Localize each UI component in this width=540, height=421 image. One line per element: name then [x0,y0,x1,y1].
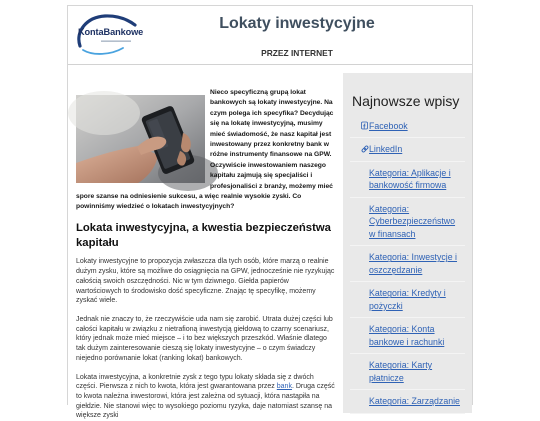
sidebar-link-label[interactable]: LinkedIn [369,144,402,154]
hand-holding-smartphone-photo [76,95,205,183]
sidebar [343,73,472,413]
sidebar-item-category[interactable] [350,390,465,414]
sidebar-item-category[interactable] [350,198,465,247]
paragraph-text-after-link: . Druga część to kwota należna inwestorowi, która jest zależna od sytuacji, która nastąpiła na giełdzie. Nie stanowi więc to wysokiego poziomu ryzyka, daje natomiast szansę na większe zyski [76,383,335,419]
sidebar-link-label[interactable]: Kategoria: Konta bankowe i rachunki [369,324,444,347]
sidebar-item-category[interactable] [350,318,465,354]
article-intro-text: Nieco specyficzną grupą lokat bankowych są lokaty inwestycyjne. Na czym polega ich specyfika? Decydując się na lokatę inwestycyjną, musimy mieć świadomość, że nasz kapitał jest inwestowany przez konkretny bank w różne instrumenty finansowe na GPW. Oczywiście inwestowaniem naszego kapitału zajmują się specjaliści i profesjonaliści z branży, możemy mieć spore szanse na odniesienie sukcesu, a więc realnie wysokie zyski. Co powinniśmy wiedzieć o lokatach inwestycyjnych? [76,89,333,210]
paragraph-text-before-link: Lokata inwestycyjna, a konkretnie zysk z tego typu lokaty składa się z dwóch części. Pierwsza z nich to kwota, która jest gwarantowana przez [76,374,314,391]
site-header [68,6,472,65]
sidebar-link-label[interactable]: Facebook [369,121,408,131]
sidebar-link-label[interactable]: Kategoria: Kredyty i pożyczki [369,288,446,311]
article-paragraph: Lokaty inwestycyjne to propozycja zwłaszcza dla tych osób, które marzą o realnie dużym zysku, które są możliwe do osiągnięcia na GPW, jednocześnie nie ryzykując całością swoich oszczędności. Nic w tym dziwnego. Giełda papierów wartościowych to środowisko dość specyficzne. Znając tę specyfikę, możemy zyskać wiele. [76,257,336,306]
sidebar-link-label[interactable]: Kategoria: Inwestycje i oszczędzanie [369,252,457,275]
sidebar-list [343,115,472,414]
logo-text: KontaBankowe [78,27,143,38]
sidebar-item-facebook[interactable] [350,115,465,139]
article-paragraph: Jednak nie znaczy to, że rzeczywiście uda nam się zarobić. Utrata dużej części lub całości kapitału w związku z nietrafioną inwestycją giełdową to czarny scenariusz, który jednak może mieć miejsce – i to bez większych przeszkód. Właśnie dlatego tak dużym zainteresowanie cieszą się lokaty inwestycyjne – o czym świadczy niejedno porównanie lokat (ranking lokat) bankowych. [76,315,336,364]
site-logo[interactable] [75,13,147,55]
sidebar-link-label[interactable]: Kategoria: Zarządzanie [369,396,460,406]
page-container [67,5,473,405]
sidebar-item-linkedin[interactable] [350,138,465,162]
sidebar-link-label[interactable]: Kategoria: Aplikacje i bankowość firmowa [369,168,451,191]
article-heading: Lokata inwestycyjna, a kwestia bezpieczeństwa kapitału [76,221,336,251]
site-title: Lokaty inwestycyjne [197,14,397,34]
article-paragraph [76,373,336,421]
sidebar-item-category[interactable] [350,282,465,318]
bank-link[interactable]: bank [277,383,292,390]
sidebar-link-label[interactable]: Kategoria: Cyberbezpieczeństwo w finansach [369,204,455,239]
site-subtitle: PRZEZ INTERNET [197,48,397,59]
sidebar-item-category[interactable] [350,246,465,282]
sidebar-link-label[interactable]: Kategoria: Karty płatnicze [369,360,432,383]
link-icon [361,145,369,153]
sidebar-item-category[interactable] [350,354,465,390]
article-content [76,88,336,421]
article-photo [76,95,205,183]
facebook-icon [361,121,368,130]
sidebar-heading: Najnowsze wpisy [352,93,459,109]
article-intro [76,88,336,213]
sidebar-item-category[interactable] [350,162,465,198]
